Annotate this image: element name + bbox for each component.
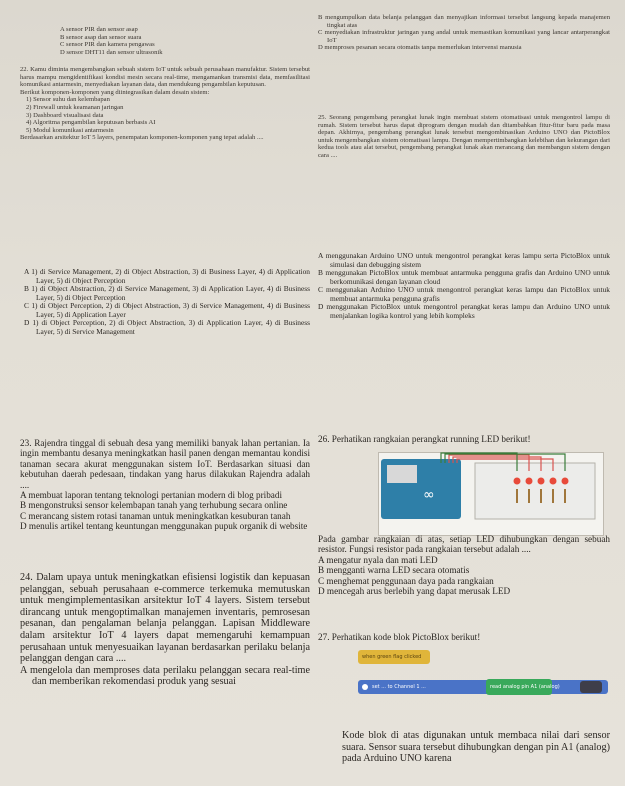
running-led-circuit-figure [378,452,604,536]
option-b[interactable]: B menggunakan PictoBlox untuk membuat antarmuka pengguna grafis dan Arduino UNO untuk berkomunikasi dengan layanan cloud [318,268,610,286]
option-c[interactable]: C 1) di Object Perception, 2) di Object Abstraction, 3) di Service Management, 4) di Business Layer, 5) di Application Layer [24,301,310,319]
top-options-left [60,26,300,56]
question-27-body [342,730,610,765]
option-c[interactable]: C sensor PIR dan kamera pengawas [60,41,155,49]
question-23-stem: 23. Rajendra tinggal di sebuah desa yang memiliki banyak lahan pertanian. Ia ingin membantu desanya meningkatkan hasil panen dengan memantau kondisi tanaman secara akurat menggunakan sistem IoT. Berdasarkan situasi dan kebutuhan daerah pedesaan, tindakan yang harus dilakukan Rajendra adalah .... [20,438,310,490]
option-d[interactable]: D mencegah arus berlebih yang dapat merusak LED [318,586,511,597]
read-analog-pin-block: read analog pin A1 (analog) [486,679,552,695]
question-26-stem [318,434,610,444]
option-a[interactable]: A 1) di Service Management, 2) di Object Abstraction, 3) di Business Layer, 4) di Application Layer, 5) di Object Perception [24,267,310,285]
question-24 [20,572,310,688]
question-26-title: 26. Perhatikan rangkaian perangkat running LED berikut! [318,434,531,444]
option-a[interactable]: A mengelola dan memproses data perilaku pelanggan secara real-time dan memberikan rekomendasi produk yang sesuai [20,664,310,688]
question-23 [20,438,310,532]
top-options-right [318,14,610,52]
option-d[interactable]: D sensor DHT11 dan sensor ultrasonik [60,48,163,56]
breadboard [475,463,595,519]
question-22-options [24,268,310,336]
dot-icon [362,684,368,690]
option-b[interactable]: B sensor asap dan sensor suara [60,33,142,41]
component-item: 5) Modul komunikasi antarmesin [26,126,114,134]
question-22-stem: 22. Kamu diminta mengembangkan sebuah sistem IoT untuk sebuah perusahaan manufaktur. Sistem tersebut harus mampu mengidentifikasi kondisi mesin secara real-time, mengamankan transmisi data, memfasilitasi komunikasi antarmesin, menyediakan layanan data, dan mendukung pengambilan keputusan. [20,66,310,89]
option-b[interactable]: B mengganti warna LED secara otomatis [318,565,470,576]
option-c[interactable]: C menggunakan Arduino UNO untuk mengontrol perangkat keras lampu dan PictoBlox untuk membuat antarmuka pengguna grafis [318,285,610,303]
question-25-options [318,252,610,320]
question-25-stem: 25. Seorang pengembang perangkat lunak ingin membuat sistem otomatisasi untuk mengontrol lampu di rumah. Sistem tersebut harus dapat diprogram dengan mudah dan ditambahkan fitur-fitur baru pada masa depan. Akhirnya, pengembang perangkat lunak tersebut mengombinasikan Arduino UNO dan PictoBlox untuk mengembangkan sistem otomatisasi lampu. Dengan mempertimbangkan kelebihan dan kekurangan dari kedua tools atau alat tersebut, pengembang perangkat lunak akan merancang dan membangun sistem dengan cara .... [318,114,610,159]
option-d[interactable]: D 1) di Object Perception, 2) di Object Abstraction, 3) di Application Layer, 4) di Business Layer, 5) di Service Management [24,318,310,336]
option-d[interactable]: D memproses pesanan secara otomatis tanpa memerlukan intervensi manusia [318,44,522,52]
question-22-question: Berdasarkan arsitektur IoT 5 layers, penempatan komponen-komponen yang tepat adalah .... [20,134,264,142]
question-26-body [318,534,610,596]
set-variable-block: set ... to Channel 1 ... [358,680,608,694]
option-a[interactable]: A sensor PIR dan sensor asap [60,26,138,33]
option-a[interactable]: A mengatur nyala dan mati LED [318,554,438,565]
question-27-title: 27. Perhatikan kode blok PictoBlox berikut! [318,632,481,642]
option-c[interactable]: C menyediakan infrastruktur jaringan yang andal untuk memastikan komunikasi yang lancar antarperangkat IoT [318,29,610,44]
component-item: 2) Firewall untuk keamanan jaringan [26,103,124,111]
option-c[interactable]: C merancang sistem rotasi tanaman untuk meningkatkan kesuburan tanah [20,510,291,521]
option-b[interactable]: B 1) di Object Abstraction, 2) di Service Management, 3) di Application Layer, 4) di Business Layer, 5) di Object Perception [24,284,310,302]
question-26-after: Pada gambar rangkaian di atas, setiap LED dihubungkan dengan sebuah resistor. Fungsi resistor pada rangkaian tersebut adalah .... [318,534,610,555]
option-b[interactable]: B mengonstruksi sensor kelembapan tanah yang terhubung secara online [20,500,288,511]
option-d[interactable]: D menulis artikel tentang keuntungan menggunakan pupuk organik di website [20,521,308,532]
pictoblox-code-blocks [358,650,608,712]
question-22 [20,66,310,142]
usb-port [387,465,417,483]
component-item: 4) Algoritma pengambilan keputusan berbasis AI [26,119,156,127]
option-d[interactable]: D menggunakan PictoBlox untuk mengontrol perangkat keras lampu dan Arduino UNO untuk menjalankan logika kontrol yang lebih kompleks [318,302,610,320]
option-a[interactable]: A membuat laporan tentang teknologi pertanian modern di blog pribadi [20,490,283,501]
pin-value-dropdown [580,681,602,693]
question-22-components-intro: Berikut komponen-komponen yang diintegrasikan dalam desain sistem: [20,88,210,96]
question-24-stem: 24. Dalam upaya untuk meningkatkan efisiensi logistik dan kepuasan pelanggan, sebuah perusahaan e-commerce terkemuka memutuskan untuk mengimplementasikan arsitektur IoT 4 layers. Sistem tersebut dirancang untuk mengoptimalkan manajemen inventaris, pemrosesan pesanan, dan pengalaman belanja pelanggan. Lapisan Middleware dalam arsitektur IoT 4 layers dapat memengaruhi kemampuan perusahaan untuk menyesuaikan layanan berdasarkan perilaku belanja pelanggan dengan cara .... [20,572,310,665]
question-27-stem [318,632,610,642]
circuit-illustration [379,453,603,535]
component-item: 1) Sensor suhu dan kelembapan [26,96,110,104]
question-27-after: Kode blok di atas digunakan untuk membaca nilai dari sensor suara. Sensor suara tersebut dihubungkan dengan pin A1 (analog) pada Arduino UNO karena [342,730,610,765]
when-flag-clicked-block: when green flag clicked [358,650,430,664]
arduino-logo-text: ∞ [423,487,435,503]
option-b[interactable]: B mengumpulkan data belanja pelanggan dan menyajikan informasi tersebut langsung kepada manajemen tingkat atas [318,14,610,29]
component-item: 3) Dashboard visualisasi data [26,111,104,119]
question-25 [318,114,610,160]
option-a[interactable]: A menggunakan Arduino UNO untuk mengontrol perangkat keras lampu serta PictoBlox untuk simulasi dan debugging sistem [318,251,610,269]
option-c[interactable]: C menghemat penggunaan daya pada rangkaian [318,575,494,586]
